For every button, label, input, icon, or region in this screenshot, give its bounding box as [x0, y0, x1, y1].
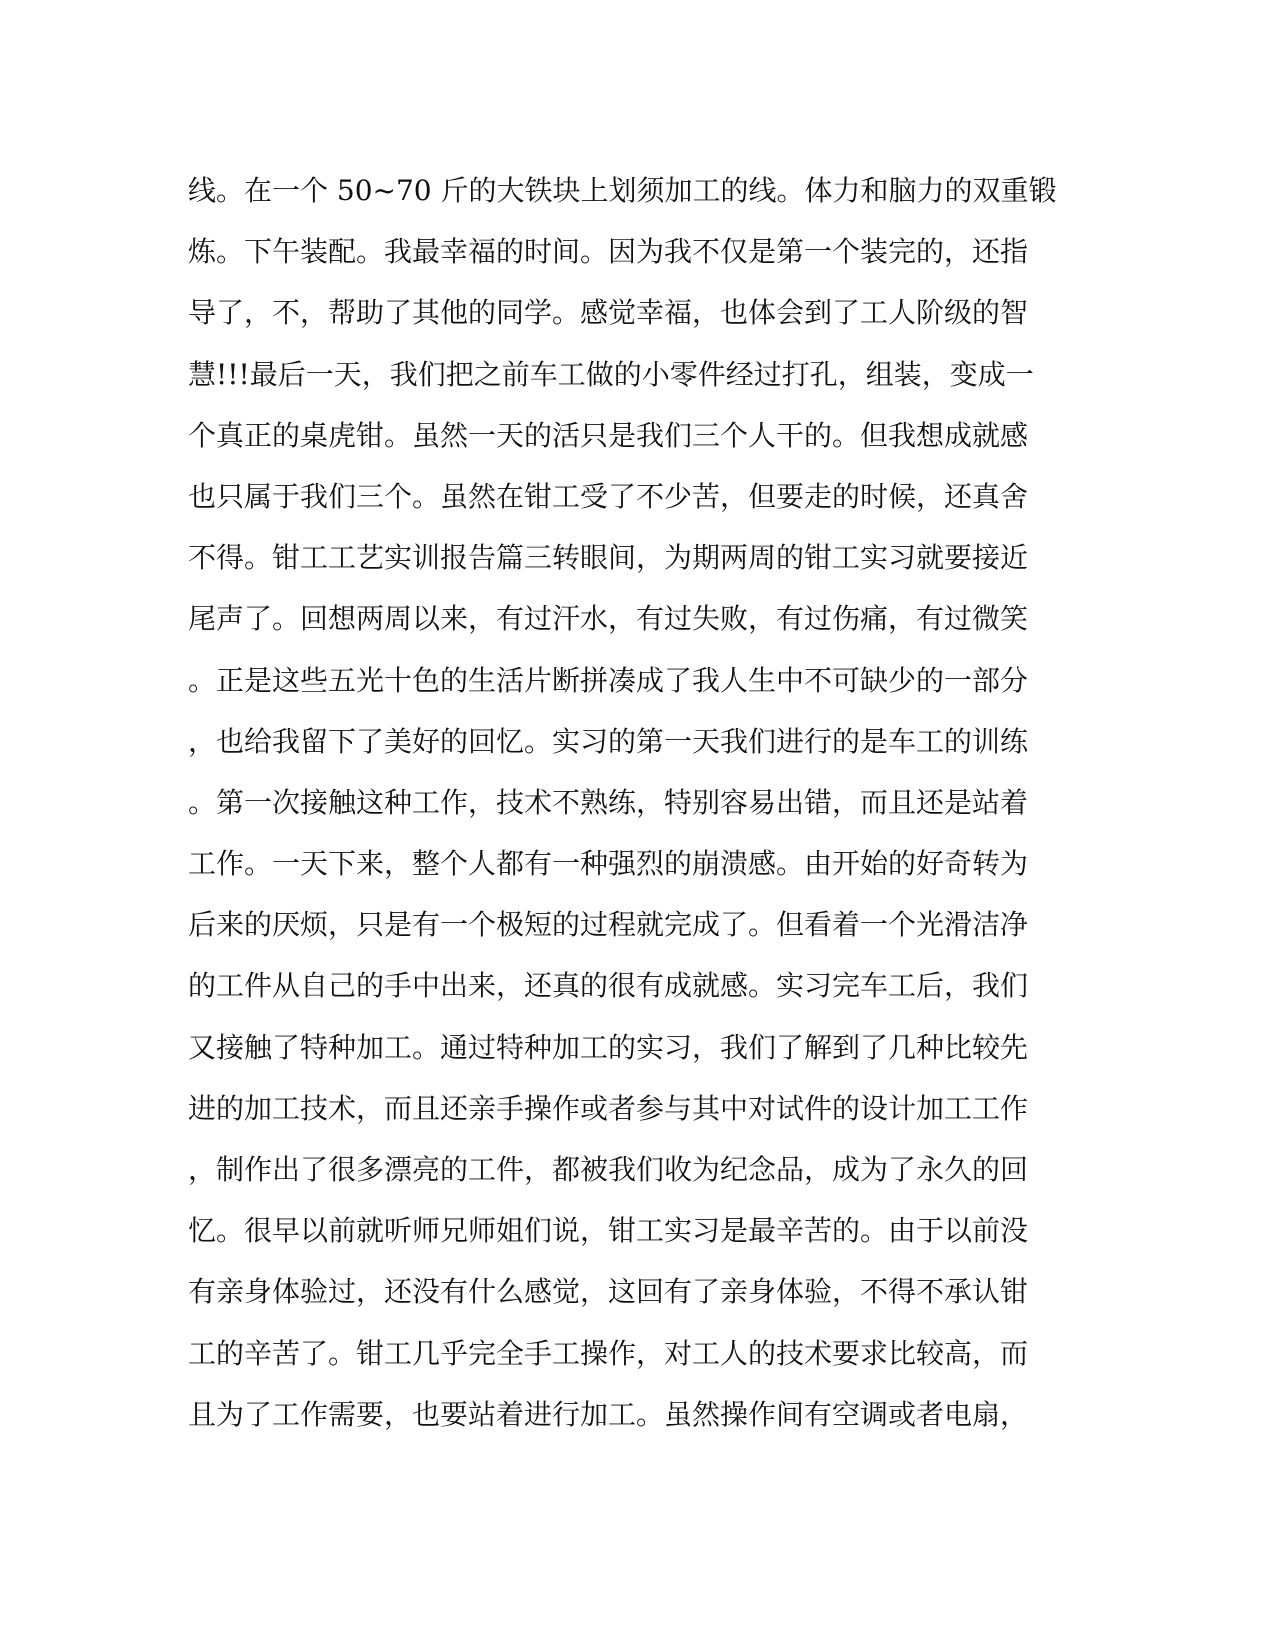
text-line: 不得。钳工工艺实训报告篇三转眼间，为期两周的钳工实习就要接近	[188, 541, 1029, 575]
text-line: 忆。很早以前就听师兄师姐们说，钳工实习是最辛苦的。由于以前没	[188, 1214, 1029, 1248]
text-line: 进的加工技术，而且还亲手操作或者参与其中对试件的设计加工工作	[188, 1091, 1029, 1125]
text-line: 的工件从自己的手中出来，还真的很有成就感。实习完车工后，我们	[188, 969, 1029, 1003]
text-line: ，也给我留下了美好的回忆。实习的第一天我们进行的是车工的训练	[188, 724, 1029, 758]
text-line: 尾声了。回想两周以来，有过汗水，有过失败，有过伤痛，有过微笑	[188, 602, 1029, 636]
text-line: 。第一次接触这种工作，技术不熟练，特别容易出错，而且还是站着	[188, 785, 1029, 819]
text-line: 又接触了特种加工。通过特种加工的实习，我们了解到了几种比较先	[188, 1030, 1029, 1064]
text-line: ，制作出了很多漂亮的工件，都被我们收为纪念品，成为了永久的回	[188, 1153, 1029, 1186]
body-text	[188, 160, 1068, 1445]
text-line: 也只属于我们三个。虽然在钳工受了不少苦，但要走的时候，还真舍	[188, 479, 1029, 513]
text-line: 工的辛苦了。钳工几乎完全手工操作，对工人的技术要求比较高，而	[188, 1336, 1029, 1370]
text-line: 且为了工作需要，也要站着进行加工。虽然操作间有空调或者电扇，	[188, 1397, 1029, 1431]
text-line: 炼。下午装配。我最幸福的时间。因为我不仅是第一个装完的，还指	[188, 235, 1029, 269]
text-line: 。正是这些五光十色的生活片断拼凑成了我人生中不可缺少的一部分	[188, 663, 1029, 697]
text-line: 工作。一天下来，整个人都有一种强烈的崩溃感。由开始的好奇转为	[188, 847, 1029, 881]
text-line: 有亲身体验过，还没有什么感觉，这回有了亲身体验，不得不承认钳	[188, 1275, 1029, 1309]
text-line: 导了，不，帮助了其他的同学。感觉幸福，也体会到了工人阶级的智	[188, 296, 1029, 330]
text-line: 个真正的桌虎钳。虽然一天的活只是我们三个人干的。但我想成就感	[188, 418, 1029, 452]
text-line: 线。在一个 50~70 斤的大铁块上划须加工的线。体力和脑力的双重锻	[188, 174, 1057, 207]
text-line: 后来的厌烦，只是有一个极短的过程就完成了。但看着一个光滑洁净	[188, 908, 1029, 942]
text-line: 慧!!!最后一天，我们把之前车工做的小零件经过打孔，组装，变成一	[188, 357, 1034, 391]
